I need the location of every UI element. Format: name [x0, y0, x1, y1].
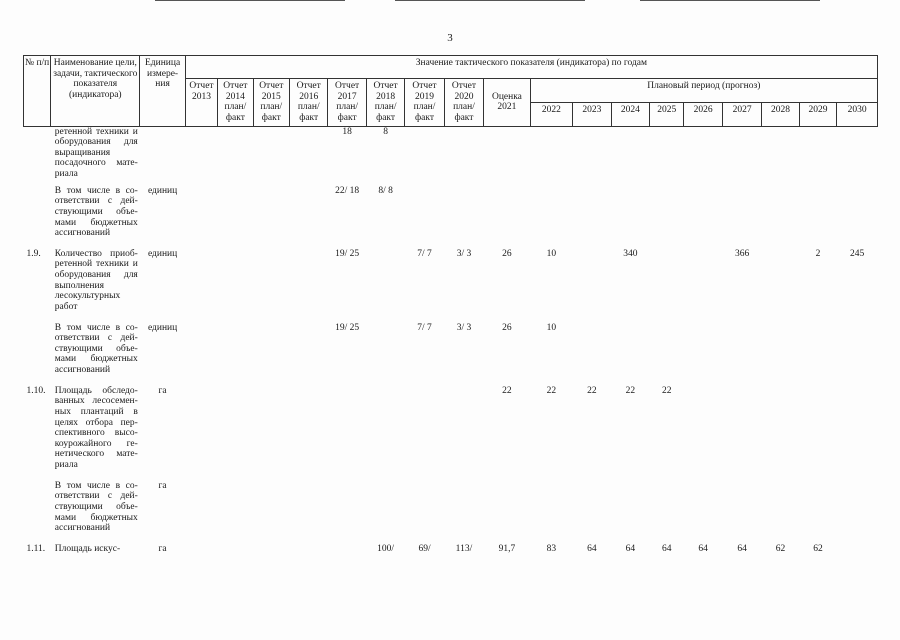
cell-v2015	[253, 323, 289, 386]
header-plan-2023: 2023	[573, 102, 611, 126]
cell-v2013	[185, 126, 217, 186]
cell-p2026	[684, 323, 722, 386]
cell-v2019	[405, 126, 444, 186]
cell-p2030	[837, 126, 878, 186]
cell-v2014	[218, 186, 253, 249]
cell-unit: га	[158, 385, 167, 396]
header-year-2018: Отчет 2018 план/ факт	[366, 79, 404, 127]
cell-p2025	[650, 481, 684, 544]
cell-v2015	[253, 544, 289, 555]
cell-p2026	[684, 386, 722, 481]
cell-v2020	[444, 126, 483, 186]
cell-p2029	[799, 186, 836, 249]
cell-v2017	[328, 544, 366, 555]
table-row	[24, 186, 878, 249]
cell-p2024: 22	[625, 385, 636, 396]
cell-num	[24, 323, 51, 386]
cell-name: Количество приоб- ретенной техники и оборудования для выполнения лесокультурных работ	[54, 248, 138, 312]
cell-v2018: 8	[383, 126, 388, 137]
cell-v2018	[366, 249, 404, 323]
top-border-line	[640, 0, 820, 1]
cell-v2019	[405, 186, 444, 249]
cell-est2021	[484, 126, 531, 186]
cell-p2028	[762, 249, 799, 323]
cell-p2026	[684, 249, 722, 323]
cell-p2026: 64	[698, 543, 708, 554]
cell-v2019	[405, 386, 444, 481]
cell-v2015	[253, 186, 289, 249]
cell-num: 1.11.	[26, 543, 46, 554]
cell-v2014	[218, 249, 253, 323]
cell-v2018	[366, 386, 404, 481]
cell-p2029	[799, 481, 836, 544]
cell-est2021: 22	[502, 385, 512, 396]
cell-p2028	[762, 481, 799, 544]
cell-v2016	[289, 481, 327, 544]
cell-p2030: 245	[849, 248, 865, 259]
cell-p2029: 62	[813, 543, 823, 554]
cell-p2027: 64	[737, 543, 747, 554]
cell-v2019: 7/ 7	[417, 248, 432, 259]
cell-v2013	[185, 249, 217, 323]
header-year-2020: Отчет 2020 план/ факт	[444, 79, 483, 127]
header-year-2013: Отчет 2013	[185, 79, 217, 127]
header-plan-2024: 2024	[611, 102, 649, 126]
cell-v2014	[218, 481, 253, 544]
cell-unit: единиц	[147, 185, 178, 196]
cell-v2017	[328, 481, 366, 544]
cell-p2029	[799, 323, 836, 386]
cell-p2026	[684, 481, 722, 544]
cell-unit	[140, 126, 186, 186]
cell-est2021	[484, 481, 531, 544]
cell-p2023: 22	[587, 385, 597, 396]
top-border-line	[395, 0, 585, 1]
header-num: № п/п	[24, 56, 51, 127]
cell-v2018: 8/ 8	[378, 185, 393, 196]
cell-p2028	[762, 186, 799, 249]
cell-p2027	[722, 186, 761, 249]
cell-p2023	[573, 249, 611, 323]
cell-v2013	[185, 186, 217, 249]
cell-p2023	[573, 481, 611, 544]
cell-unit: га	[158, 480, 167, 491]
header-year-2017: Отчет 2017 план/ факт	[328, 79, 366, 127]
cell-num: 1.9.	[26, 248, 41, 259]
cell-p2022	[530, 481, 572, 544]
cell-p2027	[722, 126, 761, 186]
header-plan-2022: 2022	[530, 102, 572, 126]
table-row	[24, 126, 878, 186]
cell-name: В том числе в со- ответствии с дей- ствующими объе- мами бюджетных ассигнований	[54, 322, 138, 375]
indicator-table	[23, 55, 878, 554]
cell-v2020	[444, 186, 483, 249]
cell-unit: единиц	[147, 322, 178, 333]
cell-v2017: 18	[342, 126, 352, 137]
header-plan-2026: 2026	[684, 102, 722, 126]
cell-v2018: 100/	[377, 543, 395, 554]
cell-unit: га	[158, 543, 167, 554]
cell-p2026	[684, 126, 722, 186]
cell-p2028	[762, 386, 799, 481]
cell-p2025: 64	[661, 543, 672, 554]
cell-p2022: 10	[546, 322, 557, 333]
cell-v2013	[185, 323, 217, 386]
table-row	[24, 481, 878, 544]
cell-p2023	[573, 186, 611, 249]
cell-p2022	[530, 126, 572, 186]
cell-p2025	[650, 249, 684, 323]
header-plan-2025: 2025	[650, 102, 684, 126]
cell-p2026	[684, 186, 722, 249]
table-row	[24, 386, 878, 481]
cell-v2016	[289, 249, 327, 323]
header-year-2016: Отчет 2016 план/ факт	[289, 79, 327, 127]
cell-v2019: 69/	[418, 543, 431, 554]
cell-est2021	[484, 186, 531, 249]
cell-v2014	[218, 126, 253, 186]
cell-p2024: 64	[625, 543, 636, 554]
cell-v2015	[253, 126, 289, 186]
cell-name: В том числе в со- ответствии с дей- ствующими объе- мами бюджетных ассигнований	[54, 185, 138, 239]
cell-v2014	[218, 544, 253, 555]
cell-v2014	[218, 386, 253, 481]
cell-v2020	[444, 481, 483, 544]
cell-v2017	[328, 386, 366, 481]
cell-p2022: 22	[546, 385, 557, 396]
cell-p2025	[650, 186, 684, 249]
cell-p2028: 62	[775, 543, 786, 554]
cell-p2030	[837, 481, 878, 544]
cell-p2027: 366	[734, 248, 750, 259]
cell-p2027	[722, 481, 761, 544]
cell-p2030	[837, 323, 878, 386]
cell-v2016	[289, 386, 327, 481]
cell-p2025	[650, 323, 684, 386]
cell-v2016	[289, 323, 327, 386]
cell-p2027	[722, 386, 761, 481]
cell-unit: единиц	[147, 248, 178, 259]
cell-p2024	[611, 481, 649, 544]
header-plan-2029: 2029	[799, 102, 836, 126]
cell-p2024	[611, 126, 649, 186]
cell-num	[24, 186, 51, 249]
cell-p2024	[611, 186, 649, 249]
cell-v2020: 3/ 3	[456, 322, 472, 333]
cell-est2021: 91,7	[498, 543, 516, 554]
header-plan-2030: 2030	[837, 102, 878, 126]
table-row	[24, 544, 878, 555]
cell-num	[24, 126, 51, 186]
table-row	[24, 249, 878, 323]
cell-v2020: 113/	[455, 543, 473, 554]
cell-v2015	[253, 249, 289, 323]
cell-name: Площадь обследо- ванных лесосемен- ных плантаций в целях отбора пер- спективного высо- коурожайного ге- нетического мате- риала	[54, 385, 138, 470]
cell-v2016	[289, 126, 327, 186]
cell-v2020: 3/ 3	[456, 248, 472, 259]
cell-p2022: 10	[546, 248, 557, 259]
cell-p2028	[762, 126, 799, 186]
header-name: Наименование цели, задачи, тактического показателя (индикатора)	[51, 56, 140, 127]
cell-v2013	[185, 481, 217, 544]
cell-p2027	[722, 323, 761, 386]
cell-v2018	[366, 323, 404, 386]
cell-p2023	[573, 323, 611, 386]
header-year-2015: Отчет 2015 план/ факт	[253, 79, 289, 127]
cell-v2014	[218, 323, 253, 386]
cell-p2028	[762, 323, 799, 386]
cell-v2018	[366, 481, 404, 544]
cell-name: В том числе в со- ответствии с дей- ствующими объе- мами бюджетных ассигнований	[54, 480, 138, 534]
cell-num: 1.10.	[26, 385, 46, 396]
table-row	[24, 323, 878, 386]
page-number: 3	[447, 32, 453, 44]
cell-v2017: 19/ 25	[335, 322, 360, 333]
cell-v2019: 7/ 7	[417, 322, 432, 333]
cell-p2029	[799, 126, 836, 186]
cell-p2024: 340	[623, 248, 638, 259]
cell-p2025	[650, 126, 684, 186]
header-year-2019: Отчет 2019 план/ факт	[405, 79, 444, 127]
cell-p2029: 2	[815, 248, 821, 259]
cell-v2015	[253, 386, 289, 481]
cell-v2020	[444, 386, 483, 481]
cell-p2022	[530, 186, 572, 249]
top-border-line	[155, 0, 345, 1]
cell-p2023	[573, 126, 611, 186]
cell-v2019	[405, 481, 444, 544]
cell-v2017: 22/ 18	[335, 185, 360, 196]
cell-est2021: 26	[502, 322, 512, 333]
header-year-2014: Отчет 2014 план/ факт	[218, 79, 253, 127]
cell-v2013	[185, 386, 217, 481]
cell-v2013	[185, 544, 217, 555]
header-estimate-2021: Оценка 2021	[484, 79, 531, 127]
cell-num	[24, 481, 51, 544]
cell-p2029	[799, 386, 836, 481]
cell-v2017: 19/ 25	[335, 248, 360, 259]
header-plan-2027: 2027	[722, 102, 761, 126]
cell-p2024	[611, 323, 649, 386]
cell-est2021: 26	[502, 248, 512, 259]
cell-p2022: 83	[546, 543, 557, 554]
cell-p2030	[837, 544, 878, 555]
cell-name: ретенной техники и оборудования для выращивания посадочного мате- риала	[54, 126, 138, 179]
header-values-by-year: Значение тактического показателя (индикатора) по годам	[185, 56, 877, 79]
cell-p2030	[837, 186, 878, 249]
cell-p2030	[837, 386, 878, 481]
cell-p2023: 64	[587, 543, 597, 554]
cell-name: Площадь искус-	[54, 543, 121, 554]
table-body	[24, 126, 878, 554]
header-plan-2028: 2028	[762, 102, 799, 126]
header-unit: Единица измере- ния	[140, 56, 186, 127]
header-plan-period: Плановый период (прогноз)	[530, 79, 877, 103]
cell-v2015	[253, 481, 289, 544]
cell-v2016	[289, 544, 327, 555]
cell-v2016	[289, 186, 327, 249]
cell-p2025: 22	[661, 385, 672, 396]
